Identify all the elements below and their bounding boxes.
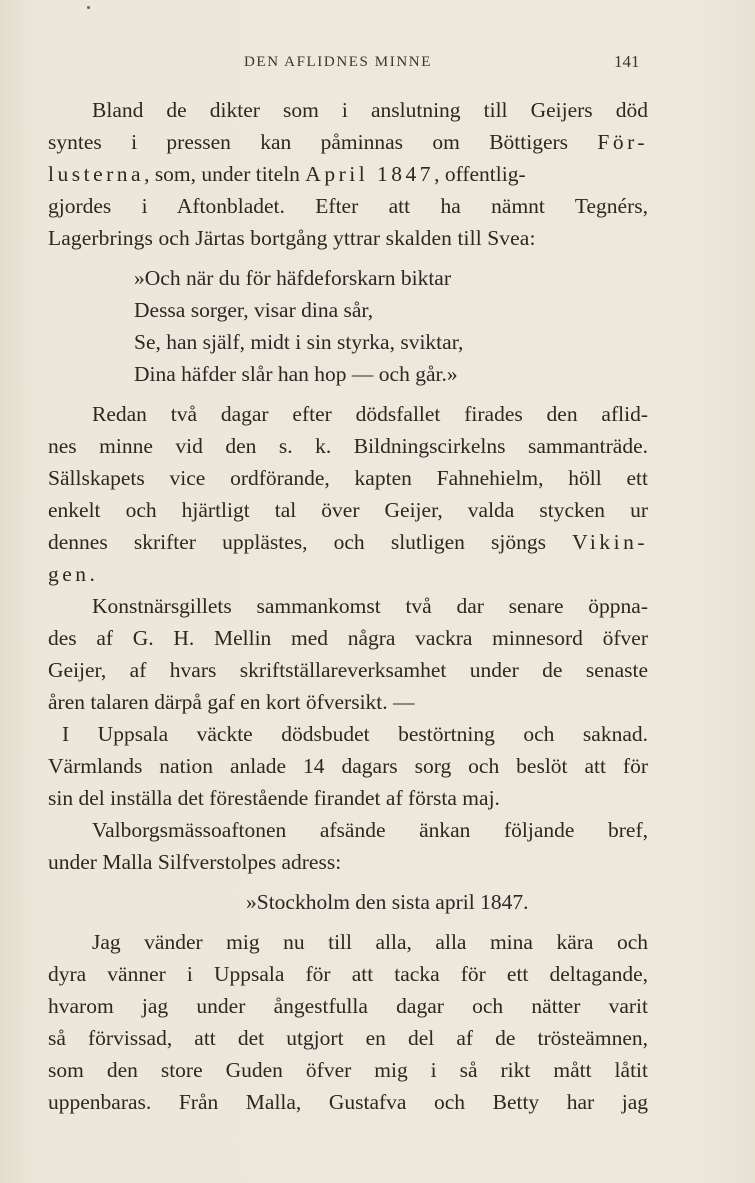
text-line: des af G. H. Mellin med några vackra minnesord öfver bbox=[48, 626, 648, 650]
text-run: syntes i pressen kan påminnas om Böttigers bbox=[48, 130, 598, 154]
text-line: Valborgsmässoaftonen afsände änkan följande bref, bbox=[92, 818, 648, 842]
letter-dateline: »Stockholm den sista april 1847. bbox=[246, 890, 529, 914]
text-line: hvarom jag under ångestfulla dagar och nätter varit bbox=[48, 994, 648, 1018]
emphasized-title: lusterna bbox=[48, 162, 145, 186]
emphasized-title: April 1847 bbox=[305, 162, 435, 186]
text-line: gjordes i Aftonbladet. Efter att ha nämnt Tegnérs, bbox=[48, 194, 648, 218]
text-line: Jag vänder mig nu till alla, alla mina kära och bbox=[92, 930, 648, 954]
text-line: I Uppsala väckte dödsbudet bestörtning och saknad. bbox=[62, 722, 648, 746]
text-line: Konstnärsgillets sammankomst två dar senare öppna- bbox=[92, 594, 648, 618]
emphasized-title: För- bbox=[597, 130, 648, 154]
text-line: Redan två dagar efter dödsfallet firades den aflid- bbox=[92, 402, 648, 426]
text-line: dyra vänner i Uppsala för att tacka för ett deltagande, bbox=[48, 962, 648, 986]
verse-line: »Och när du för häfdeforskarn biktar bbox=[134, 266, 451, 290]
running-title: DEN AFLIDNES MINNE bbox=[244, 54, 432, 70]
text-line: enkelt och hjärtligt tal över Geijer, valda stycken ur bbox=[48, 498, 648, 522]
verse-line: Se, han själf, midt i sin styrka, sviktar, bbox=[134, 330, 464, 354]
text-line: så förvissad, att det utgjort en del af de trösteämnen, bbox=[48, 1026, 648, 1050]
text-line: sin del inställa det förestående firandet af första maj. bbox=[48, 786, 500, 810]
text-line bbox=[48, 528, 648, 556]
ink-speck bbox=[87, 6, 90, 9]
text-line: åren talaren därpå gaf en kort öfversikt. — bbox=[48, 690, 415, 714]
page-number: 141 bbox=[614, 52, 640, 71]
text-run: , som, under titeln bbox=[144, 162, 306, 186]
verse-line: Dessa sorger, visar dina sår, bbox=[134, 298, 374, 322]
verse-line: Dina häfder slår han hop — och går.» bbox=[134, 362, 458, 386]
text-line: uppenbaras. Från Malla, Gustafva och Betty har jag bbox=[48, 1090, 648, 1114]
text-line: gen. bbox=[48, 562, 99, 586]
text-line: Sällskapets vice ordförande, kapten Fahnehielm, höll ett bbox=[48, 466, 648, 490]
text-line: Värmlands nation anlade 14 dagars sorg och beslöt att för bbox=[48, 754, 648, 778]
text-run: dennes skrifter upplästes, och slutligen sjöngs bbox=[48, 530, 573, 554]
text-line: under Malla Silfverstolpes adress: bbox=[48, 850, 342, 874]
text-run: , offentlig- bbox=[434, 162, 526, 186]
text-line: Bland de dikter som i anslutning till Geijers död bbox=[92, 98, 648, 122]
emphasized-title: Vikin- bbox=[572, 530, 648, 554]
text-line bbox=[48, 160, 648, 188]
text-line: Geijer, af hvars skriftställareverksamhet under de senaste bbox=[48, 658, 648, 682]
text-line: som den store Guden öfver mig i så rikt mått låtit bbox=[48, 1058, 648, 1082]
page-header bbox=[0, 50, 755, 74]
text-line: nes minne vid den s. k. Bildningscirkelns sammanträde. bbox=[48, 434, 648, 458]
text-line: Lagerbrings och Järtas bortgång yttrar skalden till Svea: bbox=[48, 226, 536, 250]
text-line bbox=[48, 128, 648, 156]
